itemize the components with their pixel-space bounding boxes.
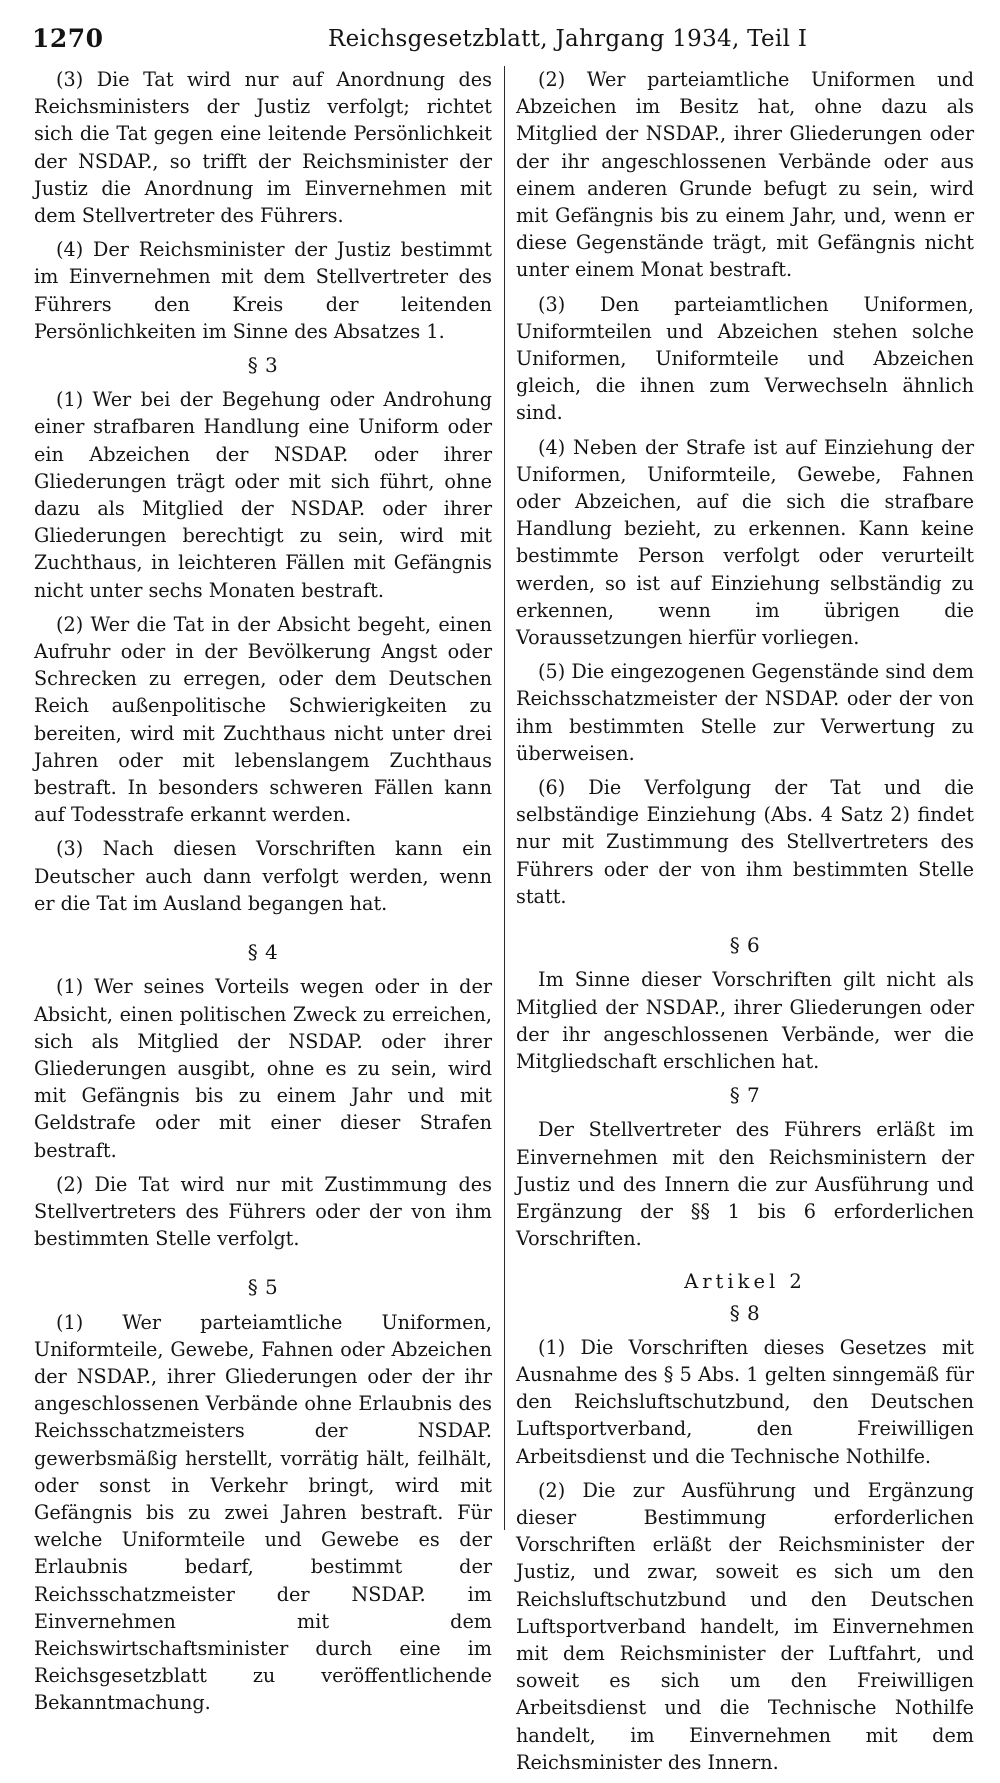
paragraph: (6) Die Verfolgung der Tat und die selbständige Einziehung (Abs. 4 Satz 2) findet nur mit Zustimmung des Stellvertreters des Führers oder der von ihm bestimmten Stelle statt. [516,776,974,908]
section-heading: § 7 [729,1083,761,1108]
paragraph: (4) Der Reichsminister der Justiz bestimmt im Einvernehmen mit dem Stellvertreter des Führers den Kreis der leitenden Persönlichkeiten im Sinne des Absatzes 1. [34,238,492,343]
paragraph: Im Sinne dieser Vorschriften gilt nicht als Mitglied der NSDAP., ihrer Gliederungen oder der ihr angeschlossenen Verbände, wer die Mitgliedschaft erschlichen hat. [516,968,974,1073]
section-heading: § 3 [247,353,279,378]
left-column [34,66,492,1724]
page-header [28,14,968,56]
paragraph: (1) Wer parteiamtliche Uniformen, Uniformteile, Gewebe, Fahnen oder Abzeichen der NSDAP., ihrer Gliederungen oder der ihr angeschlossenen Verbände ohne Erlaubnis des Reichsschatzmeisters der NSDAP. gewerbsmäßig herstellt, vorrätig hält, feilhält, oder sonst in Verkehr bringt, wird mit Gefängnis bis zu zwei Jahren bestraft. Für welche Uniformteile und Gewebe es der Erlaubnis bedarf, bestimmt der Reichsschatzmeister der NSDAP. im Einvernehmen mit dem Reichswirtschaftsminister durch eine im Reichsgesetzblatt zu veröffentlichende Bekanntmachung. [34,1310,492,1715]
section-heading: § 5 [247,1275,279,1300]
section-heading: § 4 [247,940,279,965]
running-title: Reichsgesetzblatt, Jahrgang 1934, Teil I [328,26,808,52]
paragraph: (1) Wer bei der Begehung oder Androhung einer strafbaren Handlung eine Uniform oder ein Abzeichen der NSDAP. oder ihrer Gliederungen trägt oder mit sich führt, ohne dazu als Mitglied der NSDAP. oder ihrer Gliederungen berechtigt zu sein, wird mit Zuchthaus, in leichteren Fällen mit Gefängnis nicht unter sechs Monaten bestraft. [34,388,492,602]
paragraph: (2) Die Tat wird nur mit Zustimmung des Stellvertreters des Führers oder der von ihm bestimmten Stelle verfolgt. [34,1172,492,1251]
paragraph: (5) Die eingezogenen Gegenstände sind dem Reichsschatzmeister der NSDAP. oder der von ihm bestimmten Stelle zur Verwertung zu überweisen. [516,660,974,765]
paragraph: (2) Wer die Tat in der Absicht begeht, einen Aufruhr oder in der Bevölkerung Angst oder Schrecken zu erregen, oder dem Deutschen Reich außenpolitische Schwierigkeiten zu bereiten, wird mit Zuchthaus nicht unter drei Jahren oder mit lebenslangem Zuchthaus bestraft. In besonders schweren Fällen kann auf Todesstrafe erkannt werden. [34,612,492,827]
paragraph: (3) Nach diesen Vorschriften kann ein Deutscher auch dann verfolgt werden, wenn er die Tat im Ausland begangen hat. [34,837,492,915]
paragraph: (1) Wer seines Vorteils wegen oder in der Absicht, einen politischen Zweck zu erreichen, sich als Mitglied der NSDAP. oder ihrer Gliederungen ausgibt, ohne es zu sein, wird mit Gefängnis bis zu einem Jahr und mit Geldstrafe oder mit einer dieser Strafen bestraft. [34,975,492,1162]
column-divider [504,66,505,1530]
article-heading: Artikel 2 [684,1270,806,1294]
section-heading: § 6 [729,933,761,958]
paragraph: (1) Die Vorschriften dieses Gesetzes mit Ausnahme des § 5 Abs. 1 gelten sinngemäß für den Reichsluftschutzbund, den Deutschen Luftsportverband, den Freiwilligen Arbeitsdienst und die Technische Nothilfe. [516,1335,974,1468]
paragraph: Der Stellvertreter des Führers erläßt im Einvernehmen mit den Reichsministern der Justiz und des Innern die zur Ausführung und Ergänzung der §§ 1 bis 6 erforderlichen Vorschriften. [516,1118,974,1251]
paragraph: (3) Den parteiamtlichen Uniformen, Uniformteilen und Abzeichen stehen solche Uniformen, Uniformteile und Abzeichen gleich, die ihnen zum Verwechseln ähnlich sind. [516,292,974,425]
paragraph: (3) Die Tat wird nur auf Anordnung des Reichsministers der Justiz verfolgt; richtet sich die Tat gegen eine leitende Persönlichkeit der NSDAP., so trifft der Reichsminister der Justiz die Anordnung im Einvernehmen mit dem Stellvertreter des Führers. [34,68,492,228]
paragraph: (4) Neben der Strafe ist auf Einziehung der Uniformen, Uniformteile, Gewebe, Fahnen oder Abzeichen, auf die sich die strafbare Handlung bezieht, zu erkennen. Kann keine bestimmte Person verfolgt oder verurteilt werden, so ist auf Einziehung selbständig zu erkennen, wenn im übrigen die Voraussetzungen hierfür vorliegen. [516,435,974,650]
section-heading: § 8 [729,1300,761,1325]
page-number: 1270 [32,24,104,53]
paragraph: (2) Wer parteiamtliche Uniformen und Abzeichen im Besitz hat, ohne dazu als Mitglied der NSDAP., ihrer Gliederungen oder der ihr angeschlossenen Verbände oder aus einem anderen Grunde befugt zu sein, wird mit Gefängnis bis zu einem Jahr, und, wenn er diese Gegenstände trägt, mit Gefängnis nicht unter einem Monat bestraft. [516,68,974,282]
paragraph: (2) Die zur Ausführung und Ergänzung dieser Bestimmung erforderlichen Vorschriften erläßt der Reichsminister der Justiz, und zwar, soweit es sich um den Reichsluftschutzbund und den Deutschen Luftsportverband handelt, im Einvernehmen mit dem Reichsminister der Luftfahrt, und soweit es sich um den Freiwilligen Arbeitsdienst und die Technische Nothilfe handelt, im Einvernehmen mit dem Reichsminister des Innern. [516,1478,974,1774]
right-column [516,66,974,1783]
